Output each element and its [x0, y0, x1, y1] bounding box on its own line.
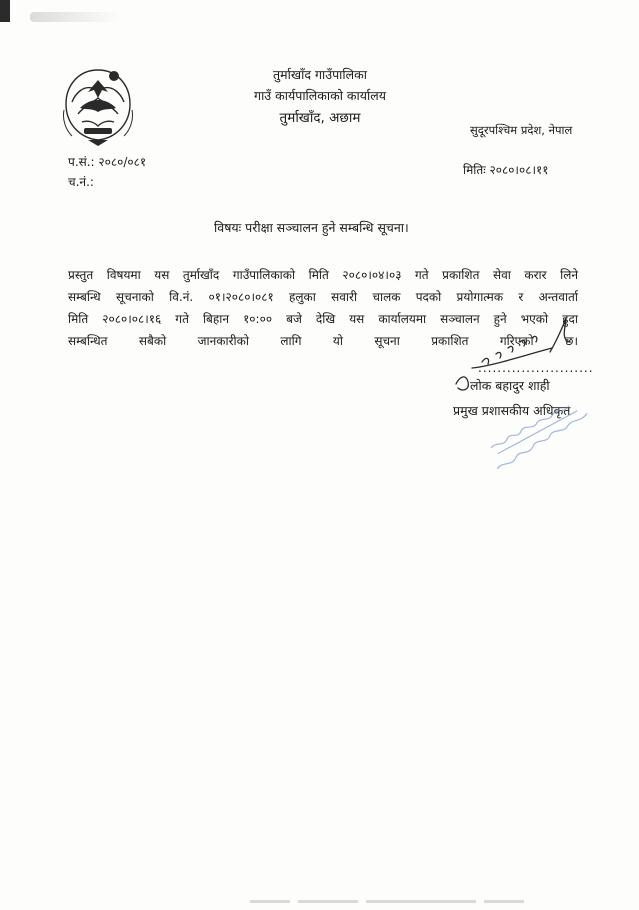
body-line: सम्बन्धित सबैको जानकारीको लागि यो सूचना प्रकाशित गरिएको छ। [68, 334, 578, 348]
body-line: प्रस्तुत विषयमा यस तुर्माखाँद गाउँपालिकाको मिति २०८०।०४।०३ गते प्रकाशित सेवा करार लिने [68, 268, 578, 282]
body-line: सम्बन्धि सूचनाको वि.नं. ०१।२०८०।०८१ हलुका सवारी चालक पदको प्रयोगात्मक र अन्तवार्ता [68, 290, 578, 304]
nepal-emblem-icon [58, 62, 138, 148]
scan-smudge [30, 12, 120, 22]
signatory-title: प्रमुख प्रशासकीय अधिकृत [453, 403, 571, 418]
dispatch-number: च.नं.: [68, 175, 94, 189]
letter-reference-number: प.सं.: २०८०/०८१ [68, 155, 147, 169]
body-line: मिति २०८०।०८।१६ गते बिहान १०:०० बजे देखि यस कार्यालयमा सञ्चालन हुने भएको हुदा [68, 312, 578, 326]
signature-dotted-line: ........................ [478, 361, 594, 375]
faint-footer-text [250, 898, 550, 906]
province-country: सुदूरपश्चिम प्रदेश, नेपाल [470, 123, 573, 137]
municipality-name: तुर्माखाँद गाउँपालिका [273, 67, 367, 82]
notice-subject: विषयः परीक्षा सञ्चालन हुने सम्बन्धि सूचना। [214, 220, 409, 235]
scan-edge-mark [0, 0, 10, 22]
office-name: गाउँ कार्यपालिकाको कार्यालय [254, 88, 386, 103]
signatory-name: लोक बहादुर शाही [470, 378, 550, 393]
office-location: तुर्माखाँद, अछाम [279, 110, 361, 126]
letter-date: मितिः २०८०।०८।११ [463, 163, 549, 177]
